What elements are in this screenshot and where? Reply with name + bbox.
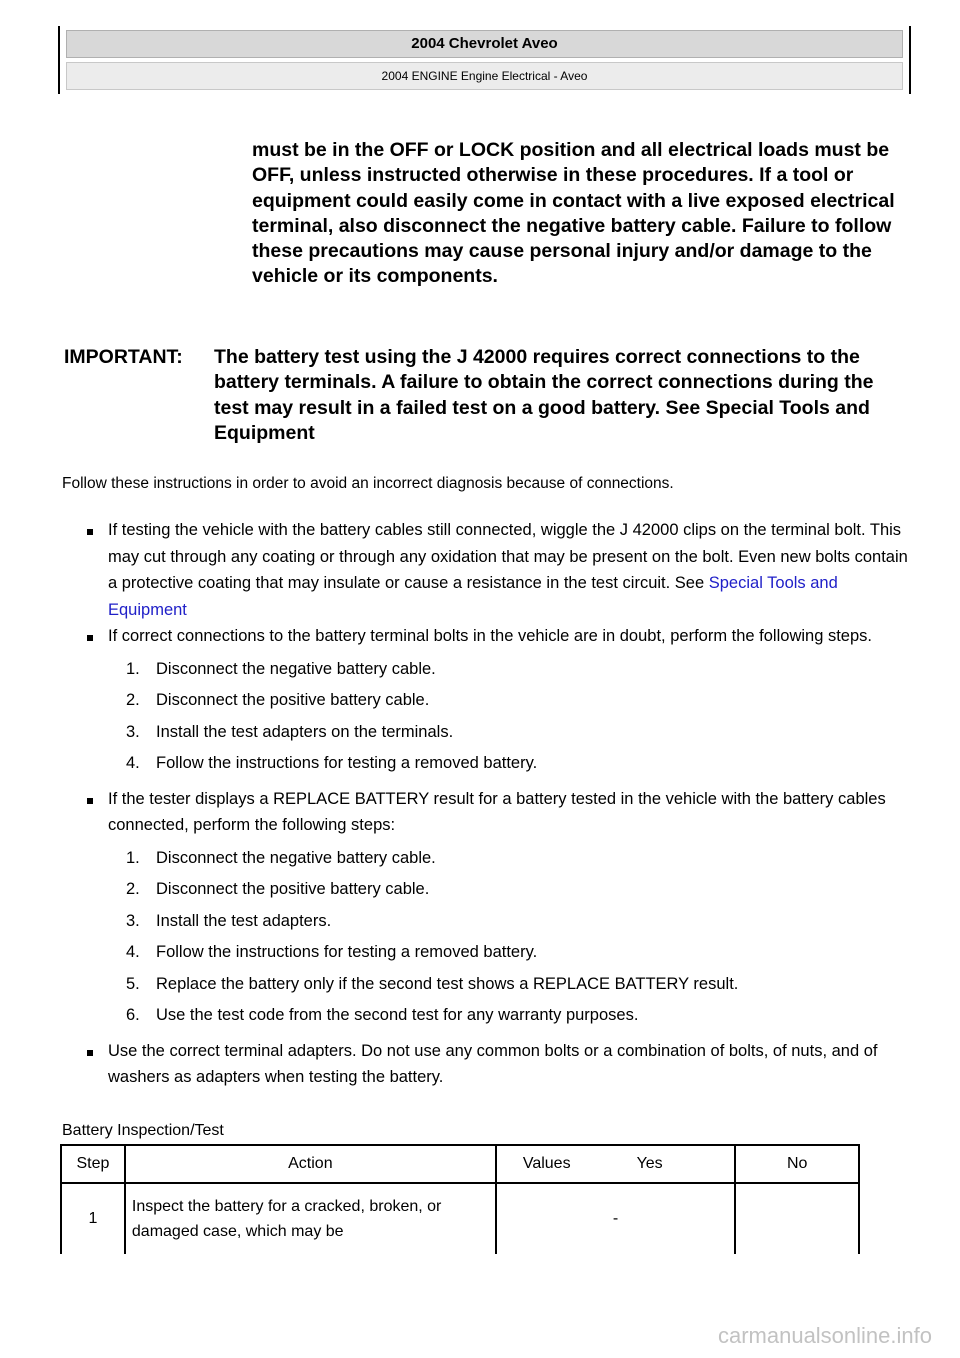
table-row [61,1183,859,1254]
intro-text: Follow these instructions in order to avoid an incorrect diagnosis because of connections. [62,475,674,492]
step-item [108,843,912,875]
step-number: 3. [126,722,140,741]
watermark [0,1323,960,1349]
step-text: Use the test code from the second test for any warranty purposes. [156,1006,639,1024]
step-text: Disconnect the negative battery cable. [156,659,436,678]
step-number: 5. [126,974,140,993]
cell-values: - [496,1183,735,1254]
step-number: 1. [126,848,140,867]
step-number: 2. [126,880,140,898]
header-subtitle: 2004 ENGINE Engine Electrical - Aveo [66,62,903,90]
header-step: Step [61,1145,125,1183]
list-item [62,623,912,780]
document-header [58,26,911,94]
watermark-text: carmanualsonline.info [717,1323,932,1348]
header-title: 2004 Chevrolet Aveo [66,30,903,58]
bullet-text: If correct connections to the battery terminal bolts in the vehicle are in doubt, perform the following steps. [108,627,872,645]
step-item [108,1000,912,1032]
step-item [108,685,912,717]
step-item [108,748,912,780]
header-no: No [735,1145,859,1183]
cell-action: Inspect the battery for a cracked, broken, or damaged case, which may be [125,1183,496,1254]
list-item [62,1038,912,1091]
bullet-text: Use the correct terminal adapters. Do not use any common bolts or a combination of bolts, of nuts, and of washers as adapters when testing the battery. [108,1041,878,1086]
step-text: Replace the battery only if the second test shows a REPLACE BATTERY result. [156,974,739,993]
step-text: Follow the instructions for testing a removed battery. [156,754,538,772]
step-text: Disconnect the positive battery cable. [156,880,430,898]
step-text: Follow the instructions for testing a removed battery. [156,943,538,961]
step-item [108,874,912,906]
list-item [62,786,912,1032]
cell-step: 1 [61,1183,125,1254]
table-caption: Battery Inspection/Test [62,1122,224,1139]
step-list [108,843,912,1032]
header-yes: Yes [636,1155,663,1172]
caution-continuation: must be in the OFF or LOCK position and all electrical loads must be OFF, unless instructed otherwise in these procedures. If a tool or equipment could easily come in contact with a live exposed electrical terminal, also disconnect the negative battery cable. Failure to follow these precautions may cause personal injury and/or damage to the vehicle or its components. [252,139,895,288]
bullet-text: If testing the vehicle with the battery cables still connected, wiggle the J 42000 clips on the terminal bolt. This may cut through any coating or through any oxidation that may be present on the bolt. Even new bolts contain a protective coating that may insulate or cause a resistance in the test circuit. See [108,521,908,592]
step-number: 1. [126,659,140,678]
step-item [108,937,912,969]
step-text: Install the test adapters on the terminals. [156,722,454,741]
important-label: IMPORTANT: [64,346,183,368]
step-item [108,906,912,938]
bullet-text: If the tester displays a REPLACE BATTERY result for a battery tested in the vehicle with the battery cables connected, perform the following steps: [108,789,886,834]
header-action: Action [125,1145,496,1183]
step-number: 4. [126,943,140,961]
step-item [108,717,912,749]
step-number: 4. [126,754,140,772]
step-number: 6. [126,1006,140,1024]
important-text: The battery test using the J 42000 requires correct connections to the battery terminals. A failure to obtain the correct connections during the test may result in a failed test on a good battery. See Special Tools and Equipment [214,346,874,444]
instruction-list [62,517,912,1091]
header-values: Values [522,1155,571,1172]
special-tools-link[interactable]: Special Tools and Equipment [108,574,838,619]
step-number: 3. [126,911,140,930]
list-item [62,517,912,623]
step-text: Disconnect the negative battery cable. [156,848,436,867]
header-values-yes [496,1145,735,1183]
table-header-row [61,1145,859,1183]
battery-test-table [60,1144,860,1254]
step-list [108,654,912,780]
cell-no [735,1183,859,1254]
step-item [108,654,912,686]
step-text: Disconnect the positive battery cable. [156,691,430,709]
step-text: Install the test adapters. [156,911,332,930]
step-number: 2. [126,691,140,709]
step-item [108,969,912,1001]
